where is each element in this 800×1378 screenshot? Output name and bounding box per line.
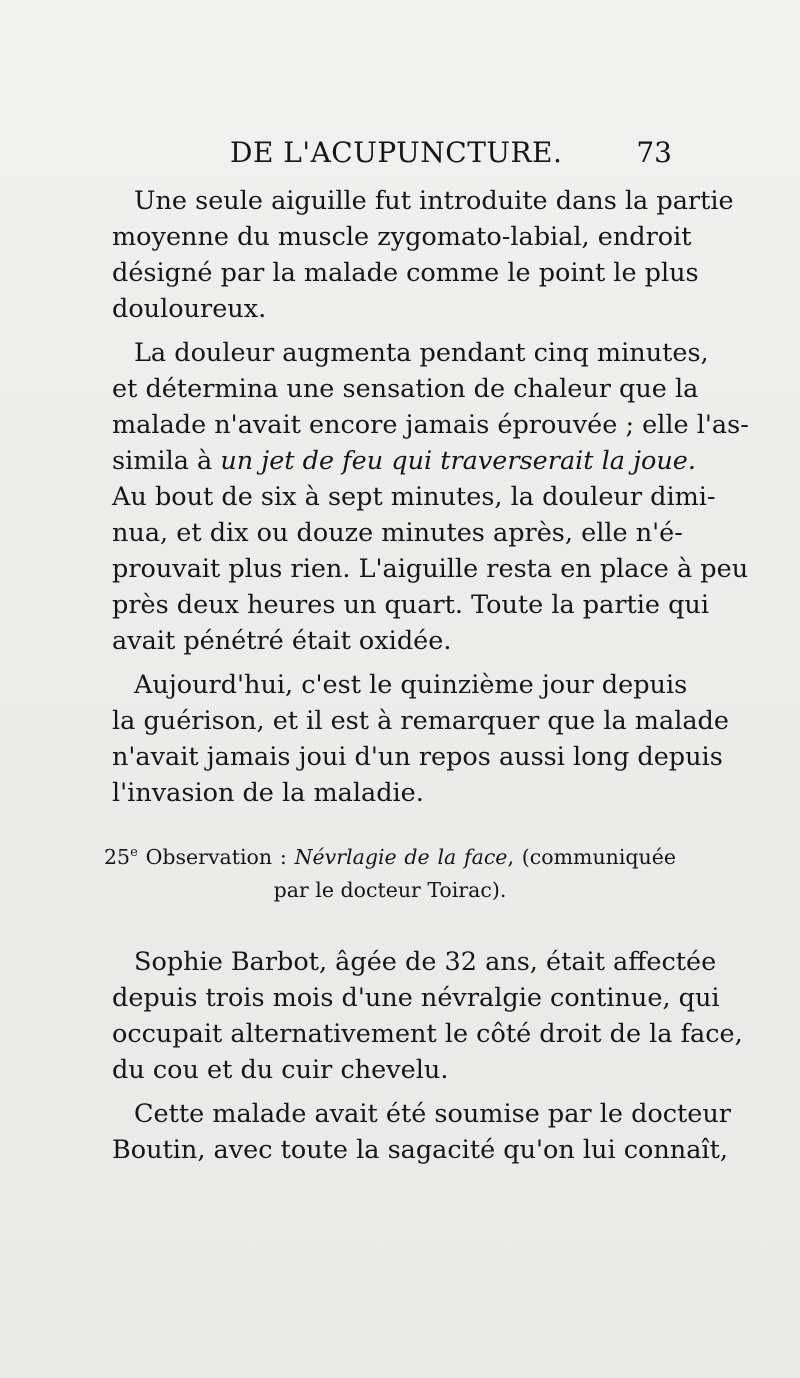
text-line: et détermina une sensation de chaleur que la (112, 374, 699, 404)
text-line: près deux heures un quart. Toute la partie qui (112, 590, 710, 620)
text-line: moyenne du muscle zygomato-labial, endroit (112, 222, 692, 252)
paragraph-1 (112, 183, 734, 327)
text-line-mixed (112, 443, 696, 479)
text-segment: simila à (112, 446, 221, 476)
italic-quote: un jet de feu qui traverserait la joue. (220, 446, 696, 476)
page-number: 73 (636, 136, 672, 169)
text-line: depuis trois mois d'une névralgie continue, qui (112, 983, 720, 1013)
text-line: la guérison, et il est à remarquer que la malade (112, 706, 729, 736)
running-title: DE L'ACUPUNCTURE. (230, 136, 563, 169)
text-line: désigné par la malade comme le point le plus (112, 258, 699, 288)
observation-line-1 (104, 836, 676, 874)
observation-rest: , (communiquée (507, 845, 677, 869)
text-line: Sophie Barbot, âgée de 32 ans, était affectée (134, 947, 717, 977)
text-line: l'invasion de la maladie. (112, 778, 424, 808)
observation-heading (104, 836, 676, 907)
text-line: prouvait plus rien. L'aiguille resta en place à peu (112, 554, 749, 584)
paragraph-5 (112, 1096, 731, 1168)
text-line: nua, et dix ou douze minutes après, elle n'é- (112, 518, 683, 548)
text-body-2 (112, 944, 743, 1168)
paragraph-4 (112, 944, 743, 1088)
text-line: du cou et du cuir chevelu. (112, 1055, 449, 1085)
text-line: n'avait jamais joui d'un repos aussi long depuis (112, 742, 723, 772)
text-line: avait pénétré était oxidée. (112, 626, 452, 656)
text-line: occupait alternativement le côté droit de la face, (112, 1019, 743, 1049)
text-line: Une seule aiguille fut introduite dans la partie (134, 186, 734, 216)
paragraph-3 (112, 667, 729, 811)
text-line: Aujourd'hui, c'est le quinzième jour depuis (134, 670, 688, 700)
page-header (112, 136, 672, 176)
text-line: malade n'avait encore jamais éprouvée ; elle l'as- (112, 410, 749, 440)
text-line: Boutin, avec toute la sagacité qu'on lui connaît, (112, 1135, 728, 1165)
observation-label: Observation : (137, 845, 295, 869)
text-line: douloureux. (112, 294, 267, 324)
observation-superscript: e (130, 845, 138, 860)
observation-line-2: par le docteur Toirac). (273, 878, 507, 902)
text-line: La douleur augmenta pendant cinq minutes, (134, 338, 709, 368)
observation-number: 25 (104, 845, 131, 869)
text-body (112, 183, 749, 811)
observation-title: Névrlagie de la face (294, 845, 508, 869)
paragraph-2 (112, 335, 749, 659)
text-line: Au bout de six à sept minutes, la douleur dimi- (112, 482, 716, 512)
text-line: Cette malade avait été soumise par le docteur (134, 1099, 731, 1129)
